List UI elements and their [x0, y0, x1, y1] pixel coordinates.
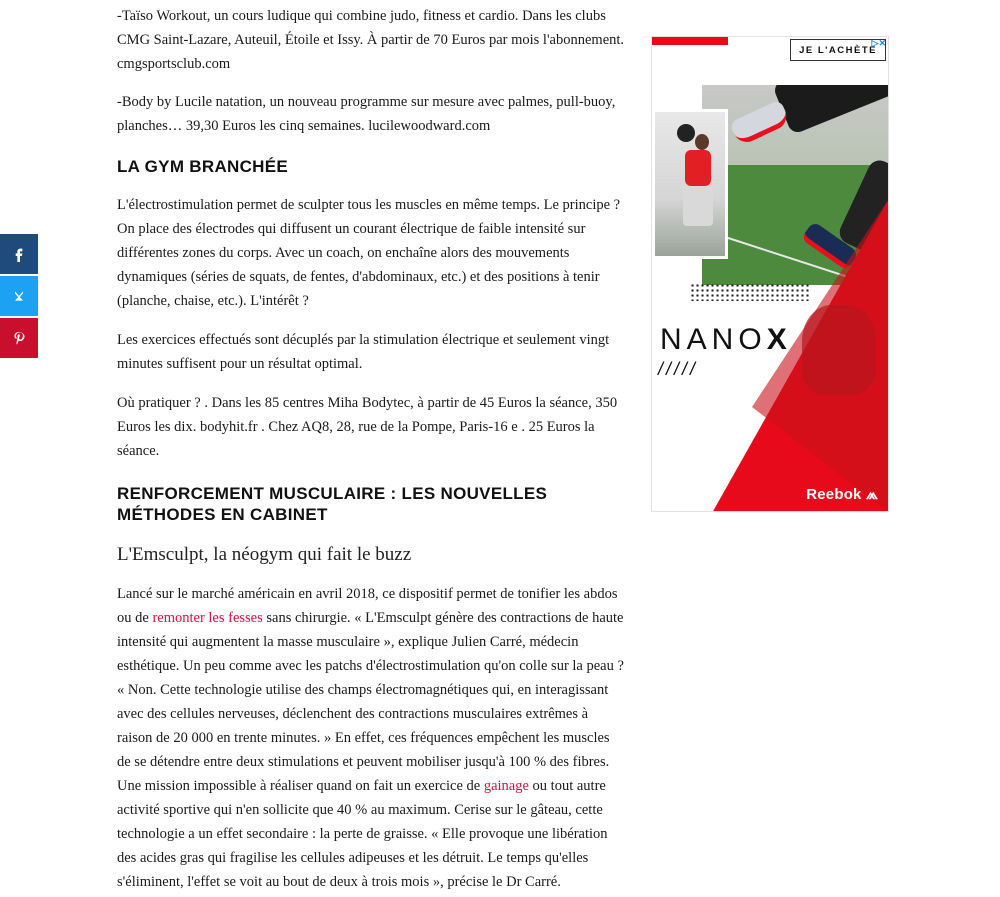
social-share-bar	[0, 234, 38, 360]
reebok-logo: Reebok ⩕	[806, 486, 878, 503]
ad-red-triangle	[652, 37, 889, 512]
section-heading: RENFORCEMENT MUSCULAIRE : LES NOUVELLES MÉTHODES EN CABINET	[117, 484, 548, 524]
paragraph-text: Lancé sur le marché américain en avril 2018, ce dispositif permet de tonifier les abdos ou de	[117, 586, 618, 626]
section-heading: LA GYM BRANCHÉE	[117, 157, 289, 176]
link-gainage[interactable]: gainage	[483, 778, 529, 794]
article-paragraph	[117, 582, 625, 894]
article-paragraph: L'électrostimulation permet de sculpter tous les muscles en même temps. Le principe ? On place des électrodes qui diffusent un courant électrique de faible intensité sur différentes zones du corps. Avec un coach, on enchaîne alors des mouvements dynamiques (séries de squats, de fentes, d'abdominaux, etc.) et des positions à tenir (planche, chaise, etc.). L'intérêt ?	[117, 197, 621, 309]
ad-brand-x: X	[766, 323, 792, 356]
article-body	[117, 4, 625, 897]
twitter-icon	[11, 288, 27, 304]
ad-dot-pattern	[690, 283, 810, 301]
facebook-share-button[interactable]	[0, 234, 38, 274]
article-paragraph: Les exercices effectués sont décuplés par la stimulation électrique et seulement vingt minutes suffisent pour un résultat optimal.	[117, 332, 610, 372]
link-remonter-les-fesses[interactable]: remonter les fesses	[152, 610, 263, 626]
ad-runner-silhouette	[802, 305, 876, 395]
pinterest-share-button[interactable]	[0, 318, 38, 358]
facebook-icon	[11, 246, 27, 262]
ad-brand-name	[660, 323, 792, 357]
ad-choices-icon[interactable]: ▷✕	[871, 38, 886, 48]
ad-brand-text: NANO	[660, 323, 767, 356]
paragraph-text: sans chirurgie. « L'Emsculpt génère des contractions de haute intensité qui augmentent la masse musculaire », explique Julien Carré, médecin esthétique. Un peu comme avec les patchs d'électrostimulation qu'on colle sur la peau ? « Non. Cette technologie utilise des champs électromagnétiques qui, en interagissant avec des cellules nerveuses, déclenchent des contractions musculaires extrêmes à raison de 20 000 en trente minutes. » En effet, ces fréquences empêchent les muscles de se détendre entre deux stimulations et peuvent mobiliser jusqu'à 100 % des fibres. Une mission impossible à réaliser quand on fait un exercice de	[117, 610, 624, 794]
ad-buy-label: JE L'ACHÈTE	[799, 44, 877, 56]
article-paragraph: -Body by Lucile natation, un nouveau programme sur mesure avec palmes, pull-buoy, planches… 39,30 Euros les cinq semaines. lucilewoodward.com	[117, 94, 616, 134]
section-subheading: L'Emsculpt, la néogym qui fait le buzz	[117, 544, 412, 565]
twitter-share-button[interactable]	[0, 276, 38, 316]
pinterest-icon	[11, 330, 27, 346]
article-paragraph: Où pratiquer ? . Dans les 85 centres Miha Bodytec, à partir de 45 Euros la séance, 350 Euros les dix. bodyhit.fr . Chez AQ8, 28, rue de la Pompe, Paris-16 e . 25 Euros la séance.	[117, 395, 618, 459]
advertisement-banner[interactable]	[651, 36, 889, 512]
article-paragraph: -Taïso Workout, un cours ludique qui combine judo, fitness et cardio. Dans les clubs CMG Saint-Lazare, Auteuil, Étoile et Issy. À partir de 70 Euros par mois l'abonnement. cmgsportsclub.com	[117, 8, 625, 72]
paragraph-text: ou tout autre activité sportive qui n'en sollicite que 40 % au maximum. Cerise sur le gâteau, cette technologie a un effet secondaire : la perte de graisse. « Elle provoque une libération des acides gras qui fragilise les cellules adipeuses et les détruit. Le temps qu'elles s'éliminent, l'effet se voit au bout de deux à trois mois », précise le Dr Carré.	[117, 778, 608, 890]
ad-slashes: /////	[658, 359, 699, 379]
